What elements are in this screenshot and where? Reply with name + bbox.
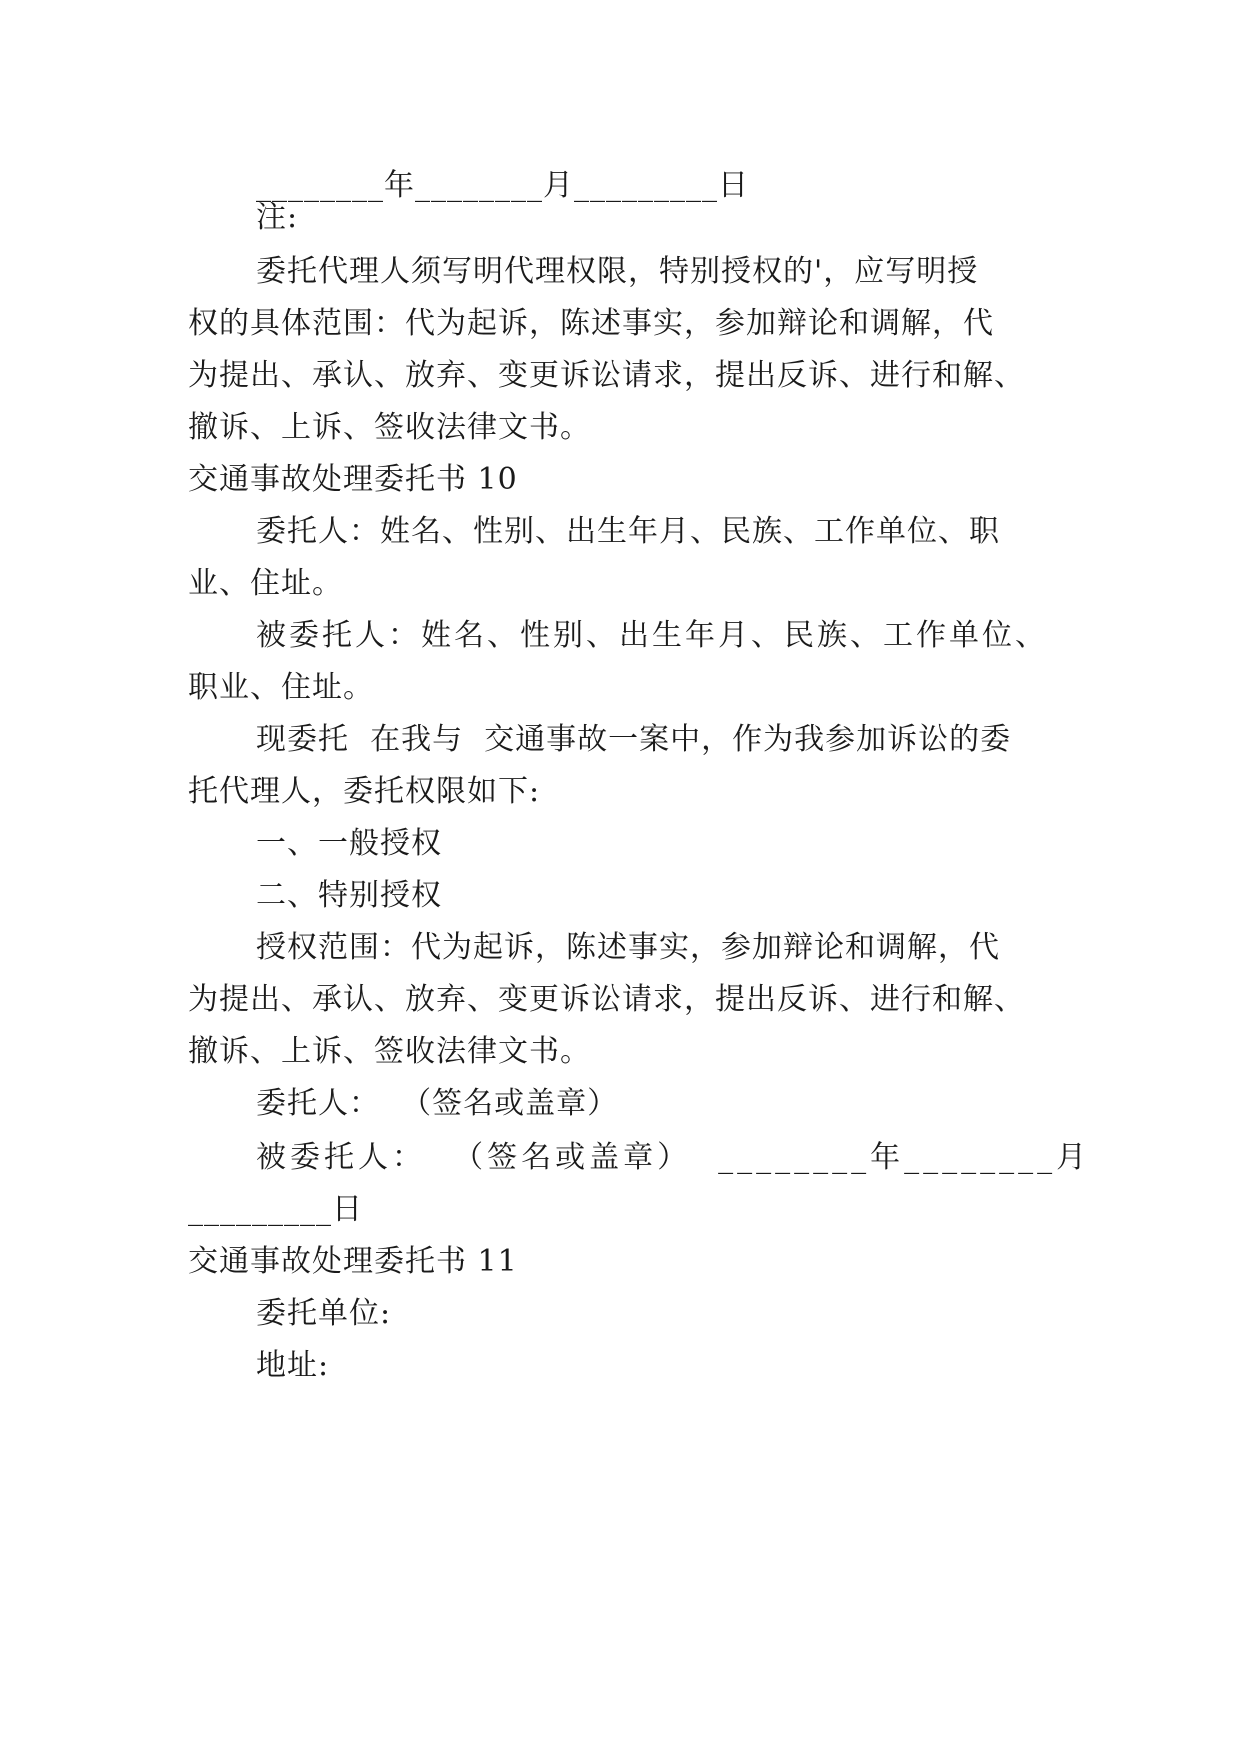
paragraph-line: 委托人：姓名、性别、出生年月、民族、工作单位、职 [256, 514, 1000, 549]
paragraph-line: 权的具体范围：代为起诉，陈述事实，参加辩论和调解，代 [188, 306, 994, 341]
paragraph-line: 委托代理人须写明代理权限，特别授权的'，应写明授 [256, 254, 979, 289]
paragraph-line: 业、住址。 [188, 566, 343, 601]
note-label: 注: [256, 200, 299, 235]
field-label: 委托单位: [256, 1296, 392, 1331]
paragraph-line: 撤诉、上诉、签收法律文书。 [188, 1034, 591, 1069]
paragraph-line: 为提出、承认、放弃、变更诉讼请求，提出反诉、进行和解、 [188, 982, 1025, 1017]
paragraph-line: 被委托人：姓名、性别、出生年月、民族、工作单位、 [256, 618, 1048, 653]
paragraph-line: 现委托 在我与 交通事故一案中，作为我参加诉讼的委 [256, 722, 1012, 757]
paragraph-line: 托代理人，委托权限如下: [188, 774, 541, 809]
date-line: _________日 [188, 1192, 363, 1227]
paragraph-line: 撤诉、上诉、签收法律文书。 [188, 410, 591, 445]
section-title: 交通事故处理委托书 11 [188, 1244, 518, 1279]
list-item: 一、一般授权 [256, 826, 442, 861]
paragraph-line: 授权范围：代为起诉，陈述事实，参加辩论和调解，代 [256, 930, 1000, 965]
section-title: 交通事故处理委托书 10 [188, 462, 518, 497]
list-item: 二、特别授权 [256, 878, 442, 913]
paragraph-line: 职业、住址。 [188, 670, 374, 705]
date-line: ________年________月_________日 [256, 168, 749, 203]
signature-line: 委托人： （签名或盖章） [256, 1086, 619, 1121]
field-label: 地址: [256, 1348, 330, 1383]
paragraph-line: 为提出、承认、放弃、变更诉讼请求，提出反诉、进行和解、 [188, 358, 1025, 393]
signature-line: 被委托人： （签名或盖章） ________年________月 [256, 1140, 1091, 1175]
